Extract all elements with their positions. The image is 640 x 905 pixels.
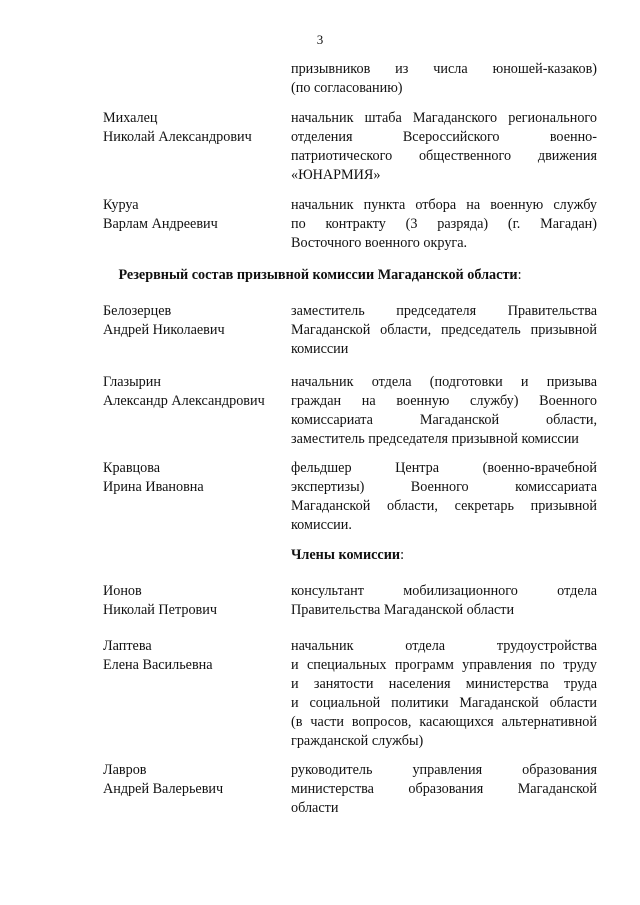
members-heading-colon: : xyxy=(400,547,405,563)
member-name xyxy=(103,761,283,799)
text-line: Восточного военного округа. xyxy=(291,235,468,251)
text-line: министерства образования Магаданской xyxy=(291,781,597,797)
surname: Глазырин xyxy=(103,374,161,390)
given-names: Елена Васильевна xyxy=(103,657,213,673)
surname: Белозерцев xyxy=(103,303,172,319)
text-line: комиссии. xyxy=(291,517,352,533)
member-role xyxy=(291,761,597,818)
surname: Ионов xyxy=(103,583,142,599)
text-line: начальник отдела трудоустройства xyxy=(291,638,597,654)
member-name xyxy=(103,373,283,411)
members-heading xyxy=(291,546,404,565)
text-line: экспертизы) Военного комиссариата xyxy=(291,479,597,495)
member-role xyxy=(291,109,597,185)
text-line: и занятости населения министерства труда xyxy=(291,676,597,692)
reserve-heading-text: Резервный состав призывной комиссии Магаданской области xyxy=(118,267,518,283)
member-role xyxy=(291,637,597,751)
given-names: Андрей Николаевич xyxy=(103,322,225,338)
given-names: Ирина Ивановна xyxy=(103,479,204,495)
member-name xyxy=(103,637,283,675)
member-role xyxy=(291,582,597,620)
text-line: фельдшер Центра (военно-врачебной xyxy=(291,460,597,476)
text-line: по контракту (3 разряда) (г. Магадан) xyxy=(291,216,597,232)
text-line: Правительства Магаданской области xyxy=(291,602,515,618)
given-names: Варлам Андреевич xyxy=(103,216,218,232)
text-line: консультант мобилизационного отдела xyxy=(291,583,597,599)
text-line: отделения Всероссийского военно- xyxy=(291,129,597,145)
member-role xyxy=(291,196,597,253)
text-line: и специальных программ управления по труду xyxy=(291,657,597,673)
surname: Лаптева xyxy=(103,638,152,654)
member-name xyxy=(103,459,283,497)
text-line: патриотического общественного движения xyxy=(291,148,597,164)
member-role xyxy=(291,373,597,449)
text-line: начальник отдела (подготовки и призыва xyxy=(291,374,597,390)
members-heading-text: Члены комиссии xyxy=(291,547,401,563)
member-name xyxy=(103,302,283,340)
text-line: гражданской службы) xyxy=(291,733,424,749)
member-name xyxy=(103,109,283,147)
text-line: (по согласованию) xyxy=(291,80,403,96)
text-line: руководитель управления образования xyxy=(291,762,597,778)
text-line: и социальной политики Магаданской области xyxy=(291,695,597,711)
text-line: граждан на военную службу) Военного xyxy=(291,393,597,409)
reserve-heading-colon: : xyxy=(517,267,522,283)
text-line: комиссариата Магаданской области, xyxy=(291,412,597,428)
surname: Лавров xyxy=(103,762,147,778)
text-line: начальник штаба Магаданского регионального xyxy=(291,110,597,126)
member-name xyxy=(103,582,283,620)
surname: Михалец xyxy=(103,110,158,126)
given-names: Николай Петрович xyxy=(103,602,217,618)
text-line: Магаданской области, секретарь призывной xyxy=(291,498,597,514)
given-names: Александр Александрович xyxy=(103,393,265,409)
text-line: начальник пункта отбора на военную службу xyxy=(291,197,597,213)
surname: Куруа xyxy=(103,197,139,213)
text-line: призывников из числа юношей-казаков) xyxy=(291,61,597,77)
page-number: 3 xyxy=(316,32,324,47)
member-name xyxy=(103,196,283,234)
member-role xyxy=(291,302,597,359)
given-names: Андрей Валерьевич xyxy=(103,781,224,797)
text-line: комиссии xyxy=(291,341,349,357)
text-line: «ЮНАРМИЯ» xyxy=(291,167,381,183)
continuation-text xyxy=(291,60,597,98)
text-line: области xyxy=(291,800,339,816)
reserve-heading xyxy=(0,266,640,285)
text-line: заместитель председателя Правительства xyxy=(291,303,597,319)
text-line: (в части вопросов, касающихся альтернативной xyxy=(291,714,597,730)
given-names: Николай Александрович xyxy=(103,129,252,145)
text-line: Магаданской области, председатель призывной xyxy=(291,322,597,338)
text-line: заместитель председателя призывной комиссии xyxy=(291,431,579,447)
surname: Кравцова xyxy=(103,460,161,476)
member-role xyxy=(291,459,597,535)
